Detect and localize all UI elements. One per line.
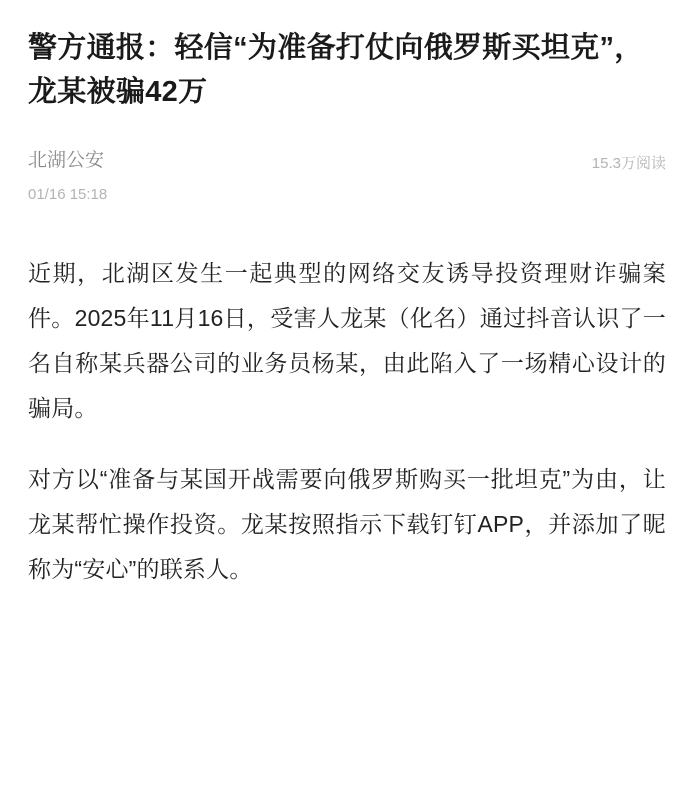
publish-time: 01/16 15:18 — [28, 186, 108, 203]
read-count: 15.3万阅读 — [591, 155, 666, 172]
article-meta — [28, 148, 666, 205]
article-body — [28, 251, 666, 592]
article-meta-left — [28, 148, 107, 205]
article-paragraph: 对方以“准备与某国开战需要向俄罗斯购买一批坦克”为由，让龙某帮忙操作投资。龙某按照指示下载钉钉APP，并添加了昵称为“安心”的联系人。 — [28, 466, 666, 582]
source-name[interactable]: 北湖公安 — [28, 150, 105, 171]
page-title: 警方通报：轻信“为准备打仗向俄罗斯买坦克”，龙某被骗42万 — [28, 32, 644, 108]
article-paragraph: 近期，北湖区发生一起典型的网络交友诱导投资理财诈骗案件。2025年11月16日，受害人龙某（化名）通过抖音认识了一名自称某兵器公司的业务员杨某，由此陷入了一场精心设计的骗局。 — [28, 260, 666, 421]
